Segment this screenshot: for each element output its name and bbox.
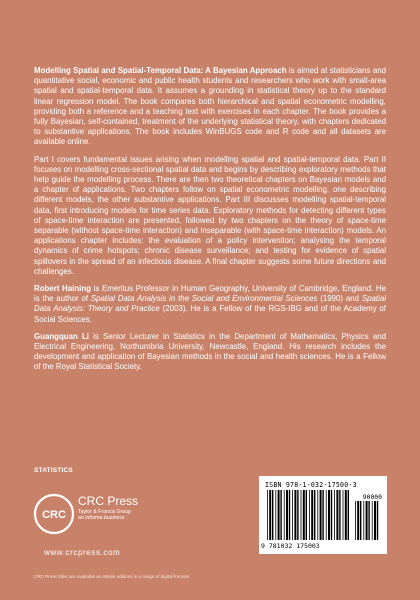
author-name-haining: Robert Haining <box>34 284 91 294</box>
book-title-2003: Spatial Data Analysis: Theory and Practice <box>34 294 386 314</box>
publisher-tagline <box>78 509 158 521</box>
addon-barcode-icon <box>355 501 381 540</box>
bio-text-li: is Senior Lecturer in Statistics in the Department of Mathematics, Physics and Electrical Engineering, Northumbria University, Newcastle, England. His research includes the development and application of Bayesian methods in the social and health sciences. He is a Fellow of the Royal Statistical Society. <box>34 331 386 372</box>
barcode-bar <box>372 501 373 540</box>
bio-text-1: is Emeritus Professor in Human Geography, University of Cambridge, England. He is the author of <box>34 284 386 304</box>
author-bio-haining <box>34 284 386 325</box>
barcode-bar <box>377 501 378 540</box>
isbn-barcode <box>259 476 387 554</box>
barcode-bar <box>339 490 340 540</box>
barcode-bar <box>289 490 290 540</box>
logo-mark-text: CRC <box>42 509 66 521</box>
book-title: Modelling Spatial and Spatial-Temporal Data: A Bayesian Approach <box>34 66 287 75</box>
barcode-bar <box>345 490 347 540</box>
barcode-bar <box>272 490 273 540</box>
crc-logo-icon <box>32 492 76 536</box>
barcode-bar <box>280 490 281 540</box>
barcode-bar <box>374 501 376 540</box>
barcode-bar <box>326 490 327 540</box>
barcode-bar <box>366 501 368 540</box>
price-code: 90000 <box>362 493 382 501</box>
barcode-bar <box>303 490 305 540</box>
barcode-bar <box>317 490 318 540</box>
barcode-bar <box>311 490 313 540</box>
description-paragraph <box>34 66 386 148</box>
barcode-bar <box>348 490 349 540</box>
barcode-bar <box>322 490 323 540</box>
ean-barcode-icon <box>267 490 351 540</box>
isbn-number: ISBN 978-1-032-17500-3 <box>265 481 357 489</box>
barcode-bar <box>286 490 288 540</box>
barcode-bar <box>297 490 298 540</box>
ebook-footnote: CRC Press titles are available as eBook editions in a range of digital formats <box>34 574 190 579</box>
barcode-bar <box>320 490 322 540</box>
barcode-bar <box>360 501 361 540</box>
barcode-bar <box>343 490 344 540</box>
barcode-bar <box>357 501 359 540</box>
barcode-bar <box>309 490 310 540</box>
barcode-bar <box>306 490 307 540</box>
author-bio-li <box>34 332 386 373</box>
category-label: STATISTICS <box>34 467 73 474</box>
publisher-name: CRC Press <box>78 494 139 508</box>
publisher-website: www.crcpress.com <box>44 548 121 557</box>
author-name-li: Guangquan Li <box>34 331 89 341</box>
blurb <box>34 66 386 380</box>
publisher-informa: an informa business <box>78 515 125 522</box>
barcode-bar <box>294 490 296 540</box>
barcode-bar <box>267 490 268 540</box>
barcode-bar <box>314 490 315 540</box>
barcode-bar <box>368 501 369 540</box>
bio-text-2: (1990) and <box>317 294 362 304</box>
contents-paragraph: Part I covers fundamental issues arising when modelling spatial and spatial-temporal data. Part II focuses on modelling cross-sectional spatial data and begins by describing exploratory methods that help guide the modelling process. There are then two theoretical chapters on Bayesian models and a chapter of applications. Two chapters follow on spatial econometric modelling, one describing different models, the other substantive applications. Part III discusses modelling spatial-temporal data, first introducing models for time series data. Exploratory methods for detecting different types of space-time interaction are presented, followed by two chapters on the theory of space-time separable (without space-time interaction) and inseparable (with space-time interaction) models. An applications chapter includes: the evaluation of a policy intervention; analysing the temporal dynamics of crime hotspots; chronic disease surveillance; and testing for evidence of spatial spillovers in the spread of an infectious disease. A final chapter suggests some future directions and challenges. <box>34 154 386 276</box>
barcode-bar <box>278 490 280 540</box>
barcode-bar <box>301 490 302 540</box>
barcode-bar <box>269 490 271 540</box>
barcode-bar <box>363 501 364 540</box>
publisher-group: Taylor & Francis Group <box>78 509 132 515</box>
book-title-1990: Spatial Data Analysis in the Social and Environmental Sciences <box>90 294 318 304</box>
description-text: is aimed at statisticians and quantitative social, economic and public health students and researchers who work with small-area spatial and spatial-temporal data. It assumes a grounding in statistical theory up to the standard linear regression model. The book compares both hierarchical and spatial econometric modelling, providing both a reference and a teaching text with exercises in each chapter. The book provides a fully Bayesian, self-contained, treatment of the underlying statistical theory, with chapters dedicated to substantive applications. The book includes WinBUGS code and R code and all datasets are available online. <box>34 66 386 147</box>
barcode-bar <box>284 490 285 540</box>
barcode-bar <box>355 501 356 540</box>
publisher-logo <box>32 492 162 542</box>
barcode-bar <box>328 490 330 540</box>
barcode-bar <box>334 490 335 540</box>
barcode-bar <box>275 490 276 540</box>
barcode-bar <box>336 490 338 540</box>
barcode-bar <box>292 490 293 540</box>
barcode-bar <box>331 490 332 540</box>
bio-text-3: (2003). He is a Fellow of the RGS-IBG and of the Academy of Social Sciences. <box>34 304 386 324</box>
barcode-digits: 9 781032 175003 <box>261 542 320 550</box>
